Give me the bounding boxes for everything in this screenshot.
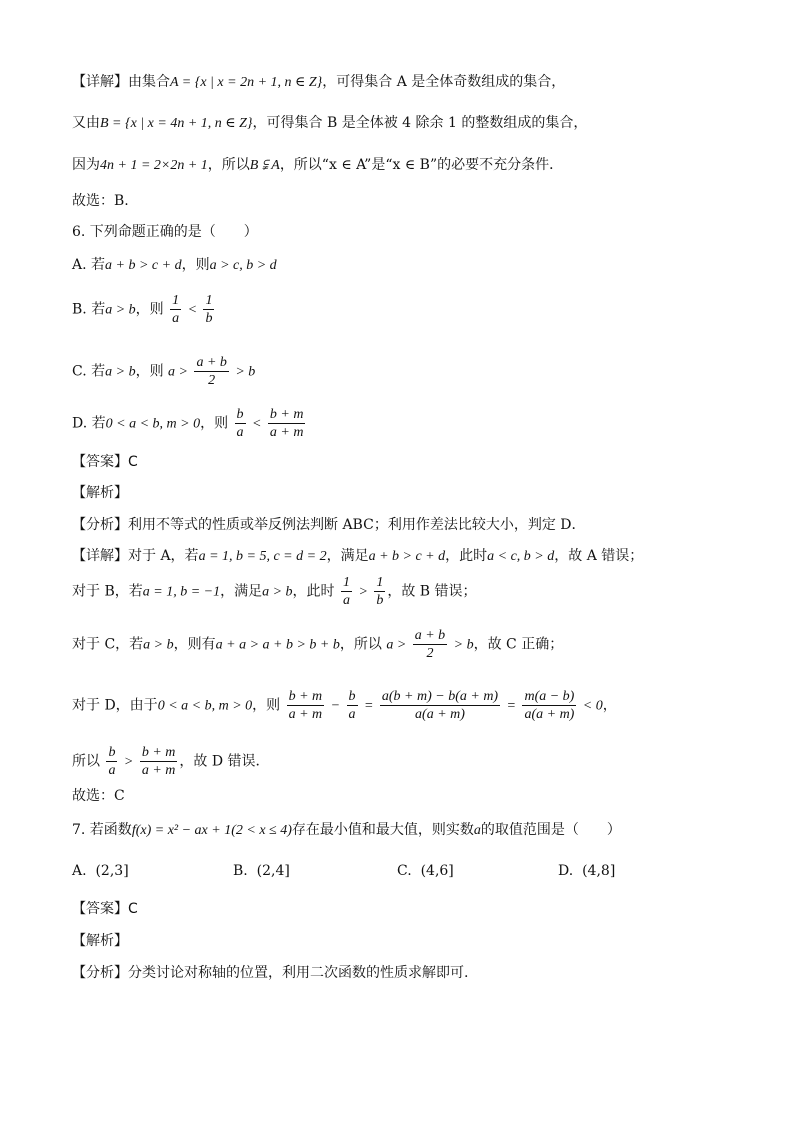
q6-option-d [72,406,307,441]
denominator: a(a + m) [524,707,575,722]
option-label: C. [397,863,412,879]
numerator: b + m [141,745,176,760]
question-7-stem [72,821,621,840]
answer-label: 【答案】C [72,901,138,917]
q6-option-b [72,292,216,327]
set-b-expression: B = {x | x = 4n + 1, n ∈ Z} [100,116,253,131]
option-label: A. 若 [72,257,106,273]
detail-text: ，则 [252,697,281,714]
set-a-expression: A = {x | x = 2n + 1, n ∈ Z} [170,75,323,90]
math-expression: a > [386,637,407,653]
denominator: a [108,763,116,778]
math-expression: a > [168,364,188,380]
option-text: ，则 [200,415,229,432]
operator: > [123,754,134,770]
detail-text: 因为 [72,157,100,173]
fraction [287,688,325,723]
detail-text: ， [602,697,617,714]
choose-line: 故选：B. [72,193,129,209]
fraction [522,688,576,723]
numerator: a(b + m) − b(a + m) [381,689,499,704]
q7-option-a [72,862,129,880]
denominator: a [343,593,350,608]
question-text: 存在最小值和最大值，则实数 [291,822,474,838]
option-text: ，则 [181,257,210,273]
option-value: (4,8] [582,863,616,879]
operator: > [358,584,368,600]
fraction [140,744,178,779]
detail-text: ，故 B 错误； [387,583,477,600]
analysis-label: 【解析】 [72,933,128,949]
detail-label: 【详解】由集合 [72,74,170,90]
fraction [341,574,352,609]
detail-text: ，满足 [326,548,369,564]
detail-text: ，可得集合 A 是全体奇数组成的集合， [322,74,566,90]
q7-option-b [233,862,290,880]
math-expression: > b [235,364,256,380]
detail-text: ，所以“x ∈ A”是“x ∈ B”的必要不充分条件． [279,157,564,173]
question-text: 7. 若函数 [72,822,132,838]
math-expression: a > b [143,637,174,653]
fraction [106,744,117,779]
denominator: 2 [208,373,216,388]
operator: < [252,416,262,432]
function-expression: f(x) = x² − ax + 1(2 < x ≤ 4) [131,823,292,838]
math-expression: a < c, b > d [487,549,555,564]
denominator: a [236,425,244,440]
detail-text: ，可得集合 B 是全体被 4 除余 1 的整数组成的集合， [252,115,588,131]
option-text: ，则 [135,363,164,380]
option-value: (4,6] [420,863,454,879]
denominator: 2 [426,646,434,661]
math-expression: < 0 [582,698,603,714]
fraction [380,688,500,723]
detail-line-3 [72,156,563,175]
numerator: m(a − b) [524,689,575,704]
fraction [235,406,246,441]
detail-case-b [72,574,477,609]
denominator: a + m [269,425,304,440]
numerator: b [236,407,244,422]
operator: = [363,698,374,714]
detail-conclusion [72,744,270,779]
math-expression: a + a > a + b > b + b [215,637,340,653]
detail-line-2 [72,114,587,133]
numerator: b + m [288,689,323,704]
option-label: C. 若 [72,363,106,380]
analysis-summary: 【分析】利用不等式的性质或举反例法判断 ABC；利用作差法比较大小，判定 D． [72,517,586,533]
option-label: A. [72,863,87,879]
detail-text: ，故 C 正确； [473,636,564,653]
detail-text: 所以 [72,753,100,770]
math-expression: B ⫋ A [249,158,280,173]
q6-option-a [72,256,277,275]
math-expression: a > b [262,584,293,600]
option-value: (2,3] [95,863,129,879]
detail-text: ，满足 [220,583,263,600]
q6-option-c [72,354,255,389]
denominator: a [348,707,356,722]
fraction [268,406,306,441]
detail-text: ，此时 [292,583,335,600]
question-text: 的取值范围是（ ） [480,822,621,838]
detail-text: 对于 D，由于 [72,697,158,714]
numerator: b [108,745,116,760]
detail-text: ，故 D 错误． [179,753,270,770]
option-label: B. [233,863,248,879]
fraction [203,292,214,327]
operator: < [187,302,198,318]
math-expression: a = 1, b = 5, c = d = 2 [198,549,327,564]
fraction [194,354,228,389]
denominator: a [172,311,180,326]
math-expression: 4n + 1 = 2×2n + 1 [100,158,208,173]
detail-text: 对于 C，若 [72,636,144,653]
denominator: a(a + m) [415,707,465,722]
choose-line: 故选：C [72,788,125,804]
detail-text: ，此时 [445,548,488,564]
fraction [413,627,447,662]
fraction [374,574,385,609]
denominator: a + m [141,763,176,778]
math-expression: a [473,823,481,838]
answer-label: 【答案】C [72,454,138,470]
question-6-stem: 6. 下列命题正确的是（ ） [72,224,258,240]
fraction [347,688,358,723]
math-expression: 0 < a < b, m > 0 [105,416,201,432]
detail-line-1 [72,73,565,92]
analysis-summary: 【分析】分类讨论对称轴的位置，利用二次函数的性质求解即可. [72,965,469,981]
math-expression: a + b > c + d [105,258,182,273]
math-expression: > b [453,637,474,653]
numerator: b + m [269,407,304,422]
math-expression: a = 1, b = −1 [142,584,221,600]
detail-text: ，所以 [339,636,382,653]
detail-text: ，故 A 错误； [554,548,644,564]
option-label: D. [558,863,574,879]
math-expression: a > b [105,302,136,318]
detail-text: 【详解】对于 A，若 [72,548,199,564]
numerator: 1 [343,575,350,590]
operator: − [330,698,341,714]
detail-case-d [72,688,617,723]
numerator: 1 [376,575,384,590]
option-value: (2,4] [256,863,290,879]
q7-option-c [397,862,454,880]
option-label: D. 若 [72,415,106,432]
math-expression: 0 < a < b, m > 0 [157,698,253,714]
analysis-label: 【解析】 [72,485,128,501]
detail-text: 又由 [72,115,100,131]
option-text: ，则 [135,301,164,318]
denominator: b [205,311,213,326]
detail-text: 对于 B，若 [72,583,143,600]
math-expression: a > c, b > d [209,258,277,273]
q7-option-d [558,862,615,880]
detail-case-c [72,627,563,662]
detail-text: ，所以 [207,157,250,173]
math-expression: a + b > c + d [368,549,446,564]
numerator: 1 [205,293,213,308]
detail-text: ，则有 [173,636,216,653]
numerator: a + b [414,628,446,643]
denominator: b [376,593,384,608]
operator: = [506,698,516,714]
math-expression: a > b [105,364,136,380]
fraction [170,292,181,327]
numerator: a + b [196,355,227,370]
numerator: b [348,689,356,704]
option-label: B. 若 [72,301,106,318]
detail-case-a [72,547,643,566]
denominator: a + m [288,707,323,722]
numerator: 1 [172,293,180,308]
